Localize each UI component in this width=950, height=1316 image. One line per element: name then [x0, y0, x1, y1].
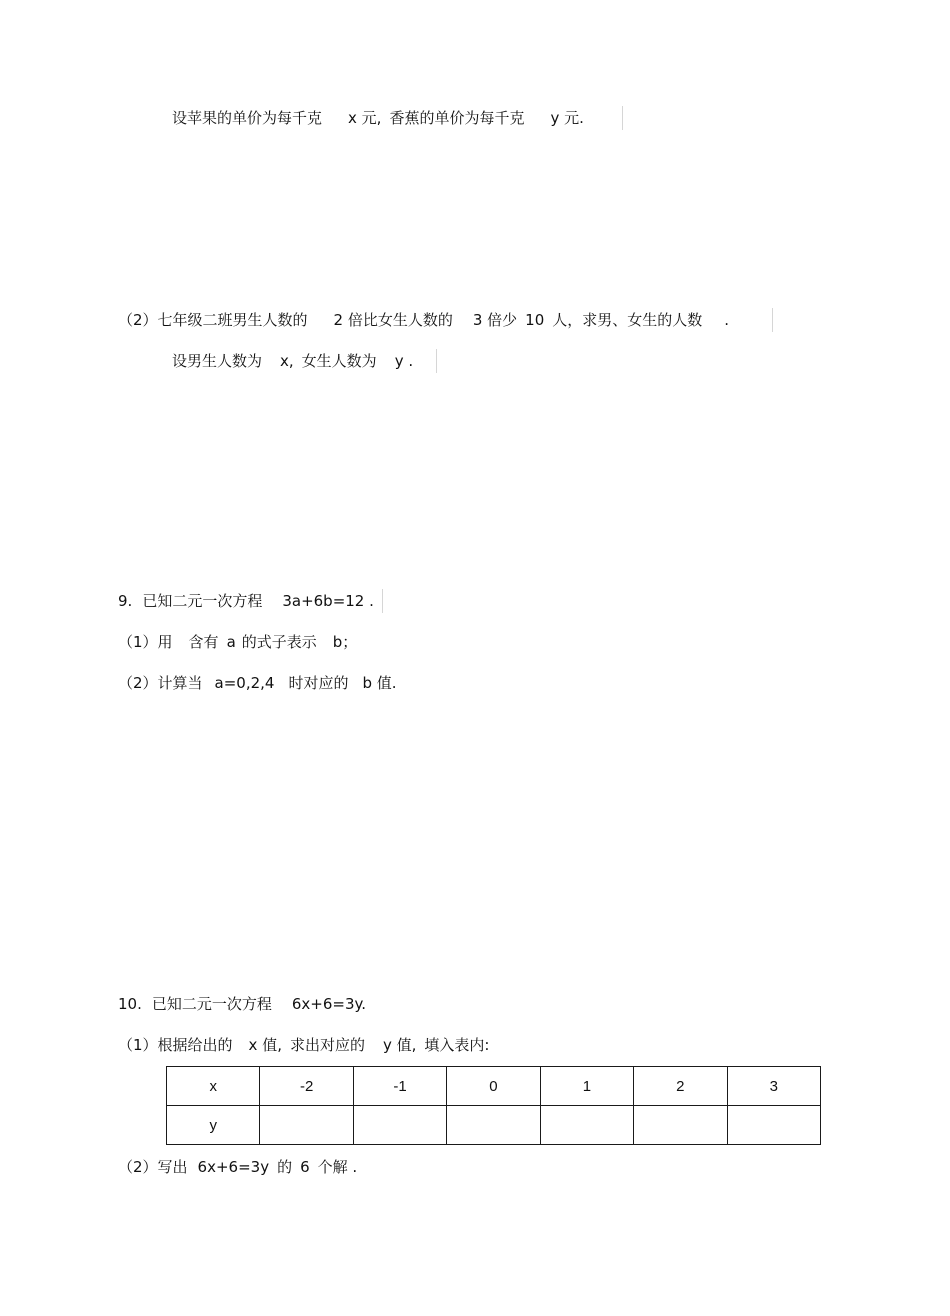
x-value-cell: 2: [634, 1067, 727, 1106]
text: x,: [280, 352, 294, 370]
text: （1）用: [118, 633, 173, 651]
text: 设男生人数为: [172, 352, 263, 370]
text: y .: [394, 352, 414, 370]
equation: 3a+6b=12 .: [282, 592, 374, 610]
x-header-cell: x: [167, 1067, 260, 1106]
text: a=0,2,4: [214, 674, 275, 692]
text: 10: [525, 311, 545, 329]
text: x 元,: [348, 109, 382, 127]
xy-value-table: [166, 1066, 821, 1145]
text-cursor-mark: [436, 349, 437, 373]
q8-part1-setup: [172, 108, 584, 128]
text: 3 倍少: [472, 311, 518, 329]
text: 2 倍比女生人数的: [333, 311, 453, 329]
text: 填入表内:: [424, 1036, 490, 1054]
q9-part2: [118, 673, 397, 693]
x-value-cell: 3: [727, 1067, 820, 1106]
text-cursor-mark: [772, 308, 773, 332]
text: b 值.: [362, 674, 397, 692]
q9-part1: [118, 632, 357, 652]
text: （2）写出: [118, 1158, 188, 1176]
text: 已知二元一次方程: [151, 995, 272, 1013]
text-cursor-mark: [622, 106, 623, 130]
text: 设苹果的单价为每千克: [172, 109, 323, 127]
text: 人，求男、女生的人数: [552, 311, 703, 329]
text: 时对应的: [288, 674, 349, 692]
text: 个解 .: [317, 1158, 358, 1176]
question-number: 10.: [118, 995, 142, 1013]
text: a: [226, 633, 236, 651]
text: y 元.: [550, 109, 584, 127]
text: （2）计算当: [118, 674, 203, 692]
y-answer-cell[interactable]: [540, 1106, 633, 1145]
text: 女生人数为: [301, 352, 377, 370]
q8-part2-question: [118, 310, 729, 330]
text: y 值,: [382, 1036, 417, 1054]
text-cursor-mark: [382, 589, 383, 613]
text: b；: [332, 633, 358, 651]
text: （2）七年级二班男生人数的: [118, 311, 308, 329]
q10-part2: [118, 1157, 357, 1177]
q9-header: [118, 591, 374, 611]
x-value-cell: -1: [353, 1067, 446, 1106]
x-value-cell: 1: [540, 1067, 633, 1106]
equation: 6x+6=3y: [197, 1158, 270, 1176]
q10-part1: [118, 1035, 489, 1055]
text: 含有: [188, 633, 219, 651]
x-value-cell: 0: [447, 1067, 540, 1106]
question-number: 9.: [118, 592, 133, 610]
text: 已知二元一次方程: [142, 592, 263, 610]
y-answer-cell[interactable]: [727, 1106, 820, 1145]
y-header-cell: y: [167, 1106, 260, 1145]
y-answer-cell[interactable]: [260, 1106, 353, 1145]
y-answer-cell[interactable]: [634, 1106, 727, 1145]
table-row-x: [167, 1067, 821, 1106]
equation: 6x+6=3y.: [291, 995, 367, 1013]
q10-header: [118, 994, 366, 1014]
y-answer-cell[interactable]: [353, 1106, 446, 1145]
text: （1）根据给出的: [118, 1036, 233, 1054]
table-row-y: [167, 1106, 821, 1145]
text: 6: [300, 1158, 310, 1176]
text: 的式子表示: [241, 633, 317, 651]
text: 香蕉的单价为每千克: [389, 109, 525, 127]
text: 求出对应的: [289, 1036, 365, 1054]
text: 的: [277, 1158, 293, 1176]
text: .: [724, 311, 730, 329]
text: x 值,: [248, 1036, 282, 1054]
y-answer-cell[interactable]: [447, 1106, 540, 1145]
q8-part2-setup: [172, 351, 413, 371]
x-value-cell: -2: [260, 1067, 353, 1106]
